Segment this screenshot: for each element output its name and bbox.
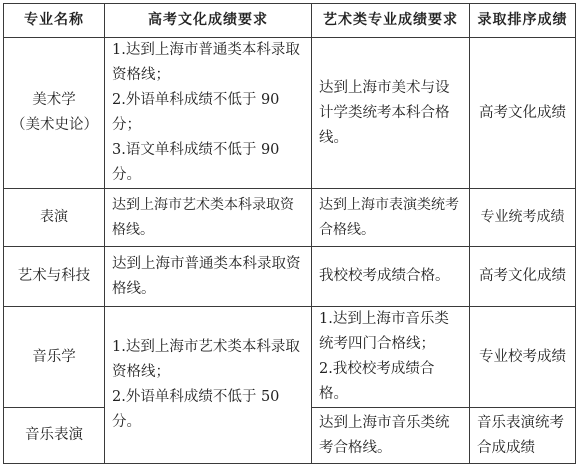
yanzou-art-cell: 达到上海市音乐类统考合格线。 [312, 408, 470, 464]
meishu-order-cell: 高考文化成绩 [470, 38, 576, 189]
meishu-art-cell: 达到上海市美术与设计学类统考本科合格线。 [312, 38, 470, 189]
table-row-yinyue [4, 307, 576, 408]
keji-culture-cell: 达到上海市普通类本科录取资格线。 [105, 247, 312, 307]
yanzou-name-cell: 音乐表演 [4, 408, 105, 464]
yinyue-art-item-2: 2.我校校考成绩合格。 [319, 361, 435, 402]
yinyue-culture-item-2: 2.外语单科成绩不低于 50 分。 [112, 389, 280, 430]
table-row-biaoyan [4, 189, 576, 247]
yanzou-order-cell: 音乐表演统考合成成绩 [470, 408, 576, 464]
header-major-name: 专业名称 [4, 4, 105, 38]
meishu-name-line-2: （美术史论） [11, 117, 98, 133]
table-row-keji [4, 247, 576, 307]
keji-name-cell: 艺术与科技 [4, 247, 105, 307]
keji-art-cell: 我校校考成绩合格。 [312, 247, 470, 307]
meishu-culture-item-2: 2.外语单科成绩不低于 90 分； [112, 92, 280, 133]
meishu-culture-cell [105, 38, 312, 189]
meishu-name-line-1: 美术学 [32, 92, 76, 108]
biaoyan-name-cell: 表演 [4, 189, 105, 247]
meishu-culture-item-1: 1.达到上海市普通类本科录取资格线； [112, 42, 300, 83]
yinyue-name-cell: 音乐学 [4, 307, 105, 408]
header-admission-order: 录取排序成绩 [470, 4, 576, 38]
yinyue-culture-item-1: 1.达到上海市艺术类本科录取资格线； [112, 339, 300, 380]
header-culture-requirement: 高考文化成绩要求 [105, 4, 312, 38]
meishu-culture-item-3: 3.语文单科成绩不低于 90 分。 [112, 142, 280, 183]
yinyue-art-item-1: 1.达到上海市音乐类统考四门合格线； [319, 311, 449, 352]
keji-order-cell: 高考文化成绩 [470, 247, 576, 307]
biaoyan-order-cell: 专业统考成绩 [470, 189, 576, 247]
biaoyan-art-cell: 达到上海市表演类统考合格线。 [312, 189, 470, 247]
admission-requirements-table [3, 3, 576, 464]
header-row [4, 4, 576, 38]
table-row-meishu [4, 38, 576, 189]
header-art-requirement: 艺术类专业成绩要求 [312, 4, 470, 38]
yinyue-order-cell: 专业校考成绩 [470, 307, 576, 408]
meishu-name-cell [4, 38, 105, 189]
yinyue-art-cell [312, 307, 470, 408]
music-shared-culture-cell [105, 307, 312, 464]
biaoyan-culture-cell: 达到上海市艺术类本科录取资格线。 [105, 189, 312, 247]
